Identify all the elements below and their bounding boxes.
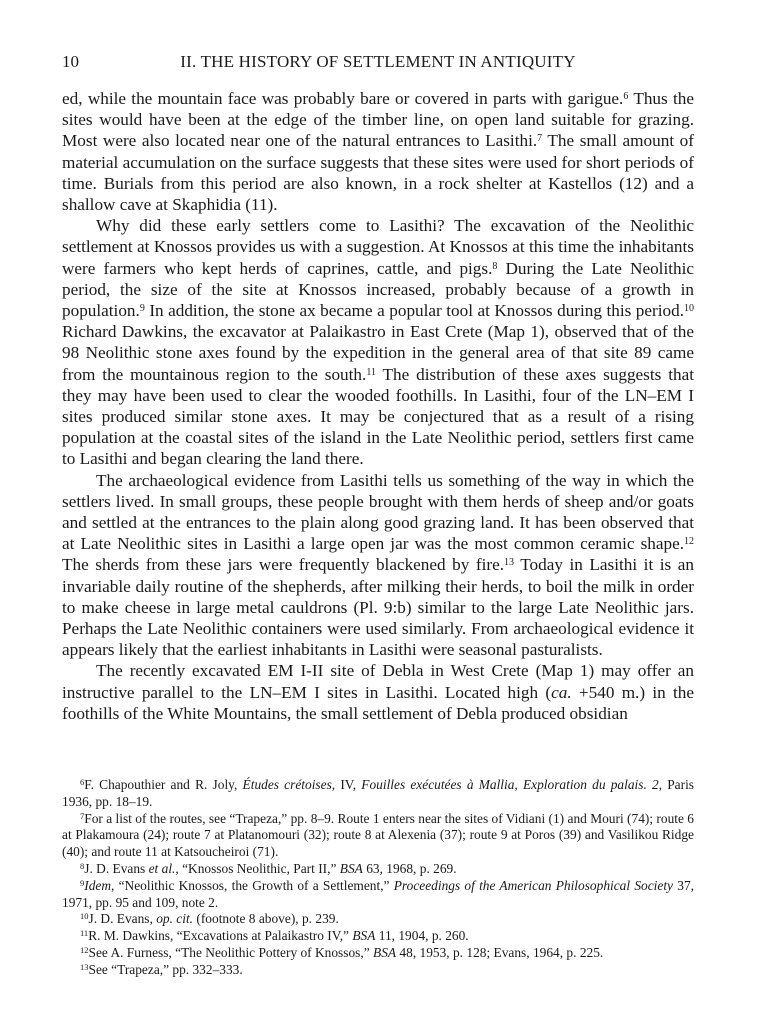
footnote-12: $^{12}$See A. Furness, “The Neolithic Pottery of Knossos,” BSA 48, 1953, p. 128; Evans, 1964, p. 225. <box>80 944 604 960</box>
footnote-ref-6[interactable]: 6 <box>623 91 629 102</box>
paragraph-1: ed, while the mountain face was probably bare or covered in parts with garigue.$^6$ Thus the sites would have been at the edge of the timber line, on open land suitable for grazing. Most were also located near one of the natural entrances to Lasithi.$^7$ The small amount of material accumulation on the surface suggests that these sites were used for short periods of time. Burials from this period are also known, in a rock shelter at Kastellos (12) and a shallow cave at Skaphidia (11). <box>62 89 695 215</box>
footnote-ref-9[interactable]: 9 <box>139 303 145 315</box>
footnote-8: $^8$J. D. Evans et al., “Knossos Neolithic, Part II,” BSA 63, 1968, p. 269. <box>80 860 457 876</box>
footnote-ref-12[interactable]: 12 <box>684 536 694 548</box>
footnote-ref-10[interactable]: 10 <box>684 303 694 315</box>
footnote-10: $^{10}$J. D. Evans, op. cit. (footnote 8 above), p. 239. <box>80 911 339 927</box>
footnote-7: $^7$For a list of the routes, see “Trapeza,” pp. 8–9. Route 1 enters near the sites of Vidiani (1) and Mouri (74); route 6 at Plakamoura (24); route 7 at Platanomouri (32); route 8 at Alexenia (37); route 9 at Poros (39) and Vasilikou Ridge (40); and route 11 at Katsoucheiroi (71). <box>62 810 694 860</box>
footnote-ref-11[interactable]: 11 <box>366 366 376 378</box>
footnote-13: $^{13}$See “Trapeza,” pp. 332–333. <box>80 961 243 977</box>
footnote-ref-13[interactable]: 13 <box>504 557 515 569</box>
footnote-6: $^6$F. Chapouthier and R. Joly, Études crétoises, IV, Fouilles exécutées à Mallia, Exploration du palais. 2, Paris 1936, pp. 18–19. <box>62 777 695 809</box>
running-header <box>62 52 694 72</box>
running-title: II. THE HISTORY OF SETTLEMENT IN ANTIQUITY <box>180 52 576 71</box>
main-text <box>62 88 694 724</box>
paragraph-3: The archaeological evidence from Lasithi tells us something of the way in which the settlers lived. In small groups, these people brought with them herds of sheep and/or goats and settled at the entrances to the plain along good grazing land. It has been observed that at Late Neolithic sites in Lasithi a large open jar was the most common ceramic shape.$^{12}$ The sherds from these jars were frequently blackened by fire.$^{13}$ Today in Lasithi it is an invariable daily routine of the shepherds, after milking their herds, to boil the milk in order to make cheese in large metal cauldrons (Pl. 9:b) similar to the large Late Neolithic jars. Perhaps the Late Neolithic containers were used similarly. From archaeological evidence it appears likely that the earliest inhabitants in Lasithi were seasonal pasturalists. <box>62 470 694 660</box>
footnote-ref-7[interactable]: 7 <box>537 133 543 145</box>
footnote-11: $^{11}$R. M. Dawkins, “Excavations at Palaikastro IV,” BSA 11, 1904, p. 260. <box>80 928 469 944</box>
paragraph-2: Why did these early settlers come to Lasithi? The excavation of the Neolithic settlement at Knossos provides us with a suggestion. At Knossos at this time the inhabitants were farmers who kept herds of caprines, cattle, and pigs.$^8$ During the Late Neolithic period, the size of the site at Knossos increased, probably because of a growth in population.$^9$ In addition, the stone ax became a popular tool at Knossos during this period.$^{10}$ Richard Dawkins, the excavator at Palaikastro in East Crete (Map 1), observed that of the 98 Neolithic stone axes found by the expedition in the general area of that site 89 came from the mountainous region to the south.$^{11}$ The distribution of these axes suggests that they may have been used to clear the wooded foothills. In Lasithi, four of the LN–EM I sites produced similar stone axes. It may be conjectured that as a result of a rising population at the coastal sites of the island in the Late Neolithic period, settlers first came to Lasithi and began clearing the land there. <box>62 216 694 469</box>
paragraph-4: The recently excavated EM I-II site of Debla in West Crete (Map 1) may offer an instructive parallel to the LN–EM I sites in Lasithi. Located high (ca. +540 m.) in the foothills of the White Mountains, the small settlement of Debla produced obsidian <box>62 661 695 723</box>
page-number: 10 <box>62 52 79 71</box>
footnote-ref-8[interactable]: 8 <box>492 260 498 272</box>
footnote-9: $^9$Idem, “Neolithic Knossos, the Growth of a Settlement,” Proceedings of the American Philosophical Society 37, 1971, pp. 95 and 109, note 2. <box>62 877 694 910</box>
footnotes <box>62 777 694 979</box>
